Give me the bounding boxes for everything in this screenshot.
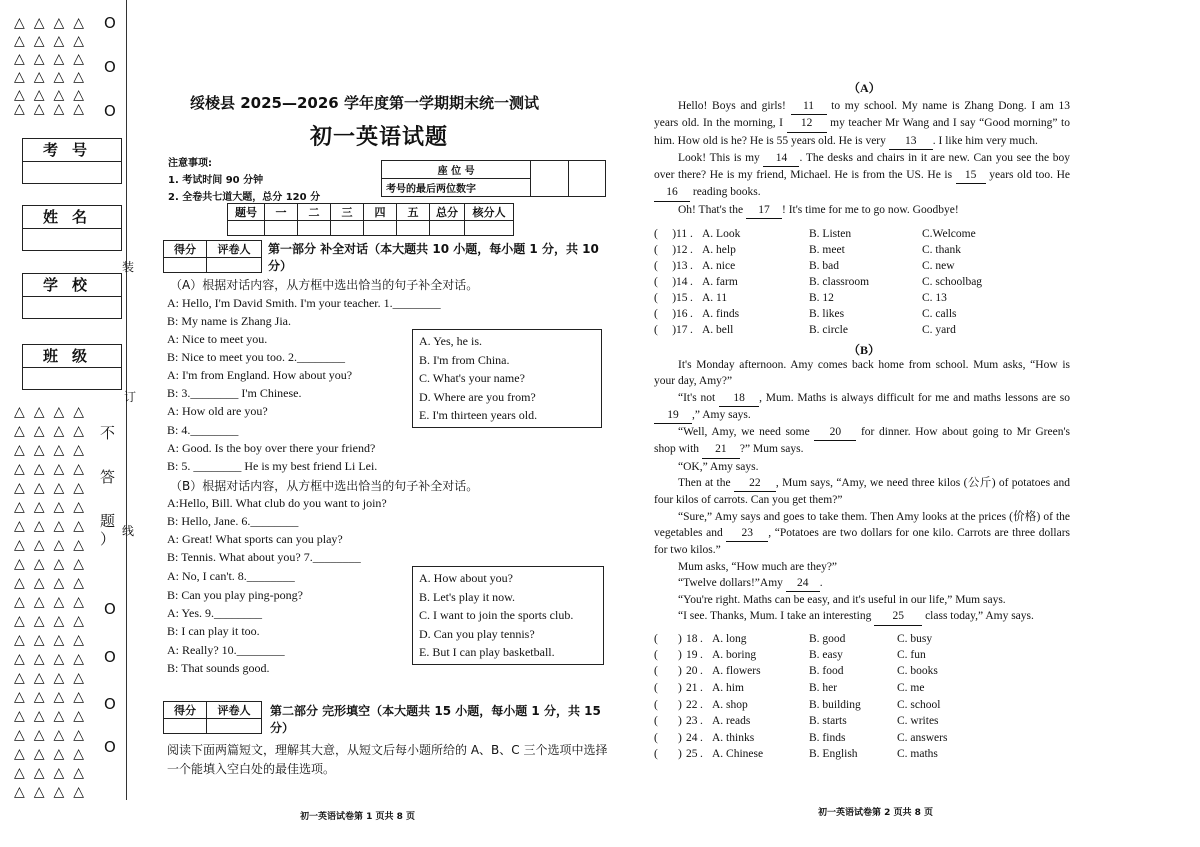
passage-text: years old too. He (985, 169, 1070, 182)
option-b: B. 12 (809, 292, 834, 304)
grader-cell[interactable] (164, 719, 207, 734)
triangle-row: △△△△ (14, 575, 94, 591)
option: E. I'm thirteen years old. (419, 408, 538, 422)
passage-text: to my school. My name is Zhang Dong. I am 13 years old. In the morning, I (654, 100, 1071, 130)
option-c: C.Welcome (922, 228, 976, 240)
passage-a (654, 98, 1070, 219)
answer-bracket[interactable]: ( ) (654, 244, 677, 256)
grader-cell[interactable] (164, 258, 207, 273)
binding-hole: O (104, 648, 116, 666)
passage-text: reading books. (690, 186, 761, 199)
dialogue-line: B: Nice to meet you too. 2.________ (167, 350, 345, 364)
question-dot: . (700, 633, 703, 645)
cut-mark: 装 (122, 260, 135, 274)
triangle-row: △△△△ (14, 15, 94, 31)
passage-text: “OK,” Amy says. (678, 460, 759, 473)
grader-table (163, 701, 262, 734)
option-c: C. maths (897, 748, 938, 760)
score-cell[interactable] (298, 221, 331, 236)
option-b: B. likes (809, 308, 845, 320)
option-a: A. thinks (712, 732, 755, 744)
option-c: C. thank (922, 244, 961, 256)
triangle-row: △△△△ (14, 461, 94, 477)
exam-title: 绥棱县 2025—2026 学年度第一学期期末统一测试 (190, 94, 539, 112)
passage-text: “Sure,” Amy says and goes to take them. Then Amy looks at the prices (价格) of the vegetables and (654, 510, 1070, 539)
triangle-row: △△△△ (14, 51, 94, 67)
option-c: C. busy (897, 633, 933, 645)
option-a: A. bell (702, 324, 734, 336)
question-dot: . (700, 665, 703, 677)
partB-instruction: （B）根据对话内容，从方框中选出恰当的句子补全对话。 (170, 479, 479, 493)
triangle-row: △△△△ (14, 537, 94, 553)
dialogue-line: A: Good. Is the boy over there your friend? (167, 441, 376, 455)
blank-19[interactable]: 19 (654, 407, 692, 424)
passage-text: Look! This is my (678, 151, 764, 164)
question-dot: . (700, 748, 703, 760)
passage-text: Mum asks, “How much are they?” (678, 560, 838, 573)
question-number: 15 (676, 292, 688, 304)
passage-text: . (819, 576, 823, 589)
passage-text: “I see. Thanks, Mum. I take an interesting (678, 610, 875, 623)
score-header: 核分人 (465, 204, 514, 221)
binding-hole: O (104, 695, 116, 713)
option-b: B. meet (809, 244, 845, 256)
option-b: B. finds (809, 732, 846, 744)
passage-text: ! It's time for me to go now. Goodbye! (781, 203, 959, 216)
option-b: B. easy (809, 649, 843, 661)
blank-15[interactable]: 15 (956, 167, 986, 184)
passage-text: “You're right. Maths can be easy, and it's useful in our life,” Mum says. (678, 594, 1006, 607)
grader-cell[interactable] (207, 719, 262, 734)
score-header: 一 (265, 204, 298, 221)
answer-bracket[interactable]: ( ) (654, 665, 682, 677)
answer-bracket[interactable]: ( ) (654, 324, 677, 336)
passage-text: , Mum. Maths is always difficult for me and maths lessons are so (759, 391, 1071, 404)
score-cell[interactable] (397, 221, 430, 236)
question-number: 19 (686, 649, 698, 661)
part2-title: 第二部分 完形填空（本大题共 15 小题，每小题 1 分，共 15 分） (270, 704, 601, 735)
seat-digit-box[interactable] (568, 161, 605, 197)
option-a: A. nice (702, 260, 736, 272)
binding-hole: O (104, 738, 116, 756)
name-field[interactable] (22, 205, 122, 251)
grader-header: 评卷人 (207, 241, 262, 258)
dialogue-line: B: 4.________ (167, 423, 239, 437)
score-cell[interactable] (430, 221, 465, 236)
question-number: 25 (686, 748, 698, 760)
option: B. Let's play it now. (419, 589, 516, 604)
score-cell[interactable] (364, 221, 397, 236)
passage-b (654, 357, 1070, 626)
class-label: 班级 (23, 345, 121, 368)
passage-text: Then at the (678, 477, 734, 490)
triangle-row: △△△△ (14, 746, 94, 762)
grader-header: 评卷人 (207, 702, 262, 719)
option-a: A. flowers (712, 665, 761, 677)
no-answer-mark: 答 (100, 468, 116, 486)
no-answer-mark: 题 (100, 512, 116, 530)
seat-number-table (381, 160, 606, 197)
note-item: 1. 考试时间 90 分钟 (168, 175, 264, 186)
passage-text: . I like him very much. (932, 134, 1038, 147)
binding-hole: O (104, 14, 116, 32)
dialogue-line: A: How old are you? (167, 404, 268, 418)
question-dot: . (700, 732, 703, 744)
score-header: 二 (298, 204, 331, 221)
answer-bracket[interactable]: ( ) (654, 308, 677, 320)
question-number: 14 (676, 276, 688, 288)
exam-number-label: 考号 (23, 139, 121, 162)
dialogue-line: B: 3.________ I'm Chinese. (167, 386, 302, 400)
option-c: C. answers (897, 732, 948, 744)
school-field[interactable] (22, 273, 122, 319)
triangle-row: △△△△ (14, 442, 94, 458)
question-dot: . (690, 244, 693, 256)
passage-text: ?” Mum says. (739, 443, 804, 456)
answer-bracket[interactable]: ( ) (654, 292, 677, 304)
cut-mark: 线 (122, 524, 135, 538)
triangle-row: △△△△ (14, 518, 94, 534)
option: D. Can you play tennis? (419, 626, 535, 641)
dialogue-line: B: Tennis. What about you? 7.________ (167, 550, 361, 564)
passage-text: , “Potatoes are two dollars for one kilo. Carrots are three dollars for two kilos.” (654, 526, 1070, 557)
grader-header: 得分 (164, 702, 207, 719)
dialogue-line: A: Great! What sports can you play? (167, 532, 343, 546)
passage-text: , Mum says, “Amy, we need three kilos (公斤) of potatoes and four kilos of carrots. Can you get them?” (654, 477, 1070, 507)
answer-bracket[interactable]: ( ) (654, 715, 682, 727)
answer-bracket[interactable]: ( ) (654, 649, 682, 661)
option-c: C. yard (922, 324, 956, 336)
option: E. But I can play basketball. (419, 645, 555, 659)
passage-text: “Twelve dollars!”Amy (678, 576, 786, 589)
option-c: C. writes (897, 715, 939, 727)
option-b: B. food (809, 665, 844, 677)
seat-number-label: 座 位 号 (382, 161, 531, 179)
blank-18[interactable]: 18 (719, 390, 759, 407)
question-number: 11 (676, 228, 688, 240)
option-c: C. me (897, 682, 925, 694)
option-a: A. help (702, 244, 736, 256)
option-b: B. English (809, 748, 858, 760)
blank-13[interactable]: 13 (889, 133, 933, 150)
dialogue-line: B: Hello, Jane. 6.________ (167, 514, 299, 528)
score-cell[interactable] (331, 221, 364, 236)
blank-24[interactable]: 24 (786, 575, 820, 592)
answer-bracket[interactable]: ( ) (654, 276, 677, 288)
blank-20[interactable]: 20 (814, 424, 856, 441)
question-dot: . (690, 228, 693, 240)
option-b: B. classroom (809, 276, 870, 288)
triangle-row: △△△△ (14, 632, 94, 648)
blank-12[interactable]: 12 (787, 115, 827, 132)
passage-text: “Well, Amy, we need some (678, 426, 815, 439)
question-dot: . (700, 649, 703, 661)
option-a: A. Chinese (712, 748, 764, 760)
binding-hole: O (104, 102, 116, 120)
question-dot: . (700, 715, 703, 727)
passage-text: ,” Amy says. (692, 408, 751, 421)
page1-footer: 初一英语试卷第 1 页共 8 页 (300, 812, 416, 822)
question-number: 16 (676, 308, 688, 320)
option-a: A. farm (702, 276, 738, 288)
triangle-row: △△△△ (14, 101, 94, 117)
triangle-row: △△△△ (14, 708, 94, 724)
option-b: B. her (809, 682, 838, 694)
section-a-header: （A） (848, 81, 881, 95)
blank-25[interactable]: 25 (874, 608, 922, 625)
passage-text: class today,” Amy says. (922, 610, 1034, 623)
partA-instruction: （A）根据对话内容，从方框中选出恰当的句子补全对话。 (170, 278, 479, 292)
question-dot: . (700, 699, 703, 711)
dialogue-line: B: That sounds good. (167, 661, 270, 675)
option-a: A. finds (702, 308, 740, 320)
option-a: A. long (712, 633, 747, 645)
option-c: C. books (897, 665, 938, 677)
dialogue-line: A: Nice to meet you. (167, 332, 268, 346)
grader-table (163, 240, 262, 273)
option-b: B. starts (809, 715, 847, 727)
score-header: 三 (331, 204, 364, 221)
name-label: 姓名 (23, 206, 121, 229)
option-a: A. shop (712, 699, 748, 711)
triangle-row: △△△△ (14, 727, 94, 743)
option-c: C. school (897, 699, 941, 711)
triangle-row: △△△△ (14, 594, 94, 610)
blank-21[interactable]: 21 (702, 441, 740, 458)
question-number: 13 (676, 260, 688, 272)
option-b: B. building (809, 699, 861, 711)
grader-cell[interactable] (207, 258, 262, 273)
score-header: 四 (364, 204, 397, 221)
triangle-row: △△△△ (14, 689, 94, 705)
answer-bracket[interactable]: ( ) (654, 682, 682, 694)
question-dot: . (690, 276, 693, 288)
question-number: 12 (676, 244, 688, 256)
score-cell[interactable] (465, 221, 514, 236)
score-table (227, 203, 514, 236)
dialogue-line: A: I'm from England. How about you? (167, 368, 353, 382)
triangle-row: △△△△ (14, 651, 94, 667)
answer-bracket[interactable]: ( ) (654, 732, 682, 744)
dialogue-line: A: No, I can't. 8.________ (167, 569, 295, 583)
option-a: A. him (712, 682, 744, 694)
dialogue-line: B: I can play it too. (167, 624, 260, 638)
question-number: 18 (686, 633, 698, 645)
answer-bracket[interactable]: ( ) (654, 228, 677, 240)
partB-options-box (412, 566, 604, 665)
question-dot: . (690, 260, 693, 272)
question-number: 24 (686, 732, 698, 744)
passage-text: for dinner. How about going to Mr Green's shop with (654, 426, 1070, 456)
question-number: 21 (686, 682, 698, 694)
option-c: C. 13 (922, 292, 947, 304)
question-dot: . (690, 308, 693, 320)
passage-text: Hello! Boys and girls! (678, 100, 791, 112)
question-number: 22 (686, 699, 698, 711)
triangle-row: △△△△ (14, 480, 94, 496)
triangle-row: △△△△ (14, 556, 94, 572)
passage-text: It's Monday afternoon. Amy comes back home from school. Mum asks, “How is your day, Amy?” (654, 359, 1070, 388)
option-b: B. Listen (809, 228, 852, 240)
triangle-row: △△△△ (14, 499, 94, 515)
passage-text: my teacher Mr Wang and I say “Good morning” to him. How old is he? He is 55 years old. He is very (654, 117, 1071, 147)
binding-hole: O (104, 58, 116, 76)
seat-digit-box[interactable] (531, 161, 568, 197)
dialogue-line: A:Hello, Bill. What club do you want to join? (167, 496, 387, 510)
question-dot: . (690, 324, 693, 336)
school-label: 学校 (23, 274, 121, 297)
notes-title: 注意事项: (168, 158, 212, 169)
score-header: 题号 (228, 204, 265, 221)
option: A. How about you? (419, 571, 513, 585)
passage-text: “It's not (678, 391, 720, 404)
passage-text: . The desks and chairs in it are new. Can you see the boy over there? He is my friend, Michael. He is from the US. He is (654, 151, 1070, 182)
dialogue-line: B: 5. ________ He is my best friend Li Lei. (167, 459, 378, 473)
option-a: A. 11 (702, 292, 728, 304)
dialogue-line: A: Really? 10.________ (167, 643, 285, 657)
binding-hole: O (104, 600, 116, 618)
answer-bracket[interactable]: ( ) (654, 748, 682, 760)
question-number: 23 (686, 715, 698, 727)
option-a: A. boring (712, 649, 757, 661)
question-number: 17 (676, 324, 688, 336)
seat-number-hint: 考号的最后两位数字 (382, 179, 531, 197)
question-dot: . (690, 292, 693, 304)
triangle-row: △△△△ (14, 87, 94, 103)
answer-bracket[interactable]: ( ) (654, 699, 682, 711)
answer-bracket[interactable]: ( ) (654, 260, 677, 272)
question-number: 20 (686, 665, 698, 677)
dialogue-line: A: Yes. 9.________ (167, 606, 263, 620)
blank-23[interactable]: 23 (726, 525, 768, 542)
question-dot: . (700, 682, 703, 694)
exam-subtitle: 初一英语试题 (310, 125, 449, 150)
option-b: B. circle (809, 324, 848, 336)
passage-text: Oh! That's the (678, 203, 746, 216)
triangle-row: △△△△ (14, 33, 94, 49)
blank-14[interactable]: 14 (763, 150, 799, 167)
option: D. Where are you from? (419, 389, 536, 404)
triangle-row: △△△△ (14, 613, 94, 629)
exam-number-field[interactable] (22, 138, 122, 184)
triangle-row: △△△△ (14, 423, 94, 439)
blank-17[interactable]: 17 (746, 202, 782, 219)
no-answer-mark: ） (100, 530, 116, 548)
triangle-row: △△△△ (14, 69, 94, 85)
blank-16[interactable]: 16 (654, 184, 690, 201)
option: C. I want to join the sports club. (419, 608, 574, 622)
option-b: B. good (809, 633, 846, 645)
option: B. I'm from China. (419, 352, 510, 367)
score-header: 五 (397, 204, 430, 221)
part1-title: 第一部分 补全对话（本大题共 10 小题，每小题 1 分，共 10 分） (268, 242, 599, 273)
section-b-header: （B） (848, 343, 881, 357)
option-a: A. Look (702, 228, 741, 240)
triangle-row: △△△△ (14, 404, 94, 420)
partA-options-box (412, 329, 602, 428)
score-header: 总分 (430, 204, 465, 221)
triangle-row: △△△△ (14, 670, 94, 686)
score-cell (228, 221, 265, 236)
dialogue-line: A: Hello, I'm David Smith. I'm your teacher. 1.________ (167, 296, 441, 310)
triangle-row: △△△△ (14, 784, 94, 800)
grader-header: 得分 (164, 241, 207, 258)
page2-footer: 初一英语试卷第 2 页共 8 页 (818, 808, 934, 818)
class-field[interactable] (22, 344, 122, 390)
option: A. Yes, he is. (419, 334, 483, 348)
option-c: C. schoolbag (922, 276, 983, 288)
dialogue-line: B: Can you play ping-pong? (167, 588, 303, 602)
triangle-row: △△△△ (14, 765, 94, 781)
blank-11[interactable]: 11 (791, 98, 827, 115)
blank-22[interactable]: 22 (734, 475, 776, 492)
dialogue-line: B: My name is Zhang Jia. (167, 314, 291, 328)
option-a: A. reads (712, 715, 751, 727)
no-answer-mark: 不 (100, 424, 116, 442)
option-c: C. new (922, 260, 955, 272)
option: C. What's your name? (419, 371, 525, 385)
cloze-instruction: 阅读下面两篇短文，理解其大意，从短文后每小题所给的 A、B、C 三个选项中选择一个能填入空白处的最佳选项。 (167, 743, 608, 776)
note-item: 2. 全卷共七道大题，总分 120 分 (168, 192, 321, 203)
answer-bracket[interactable]: ( ) (654, 633, 682, 645)
option-c: C. calls (922, 308, 957, 320)
option-c: C. fun (897, 649, 926, 661)
binding-margin (0, 0, 140, 847)
option-b: B. bad (809, 260, 840, 272)
score-cell[interactable] (265, 221, 298, 236)
cut-mark: 订 (124, 390, 137, 404)
